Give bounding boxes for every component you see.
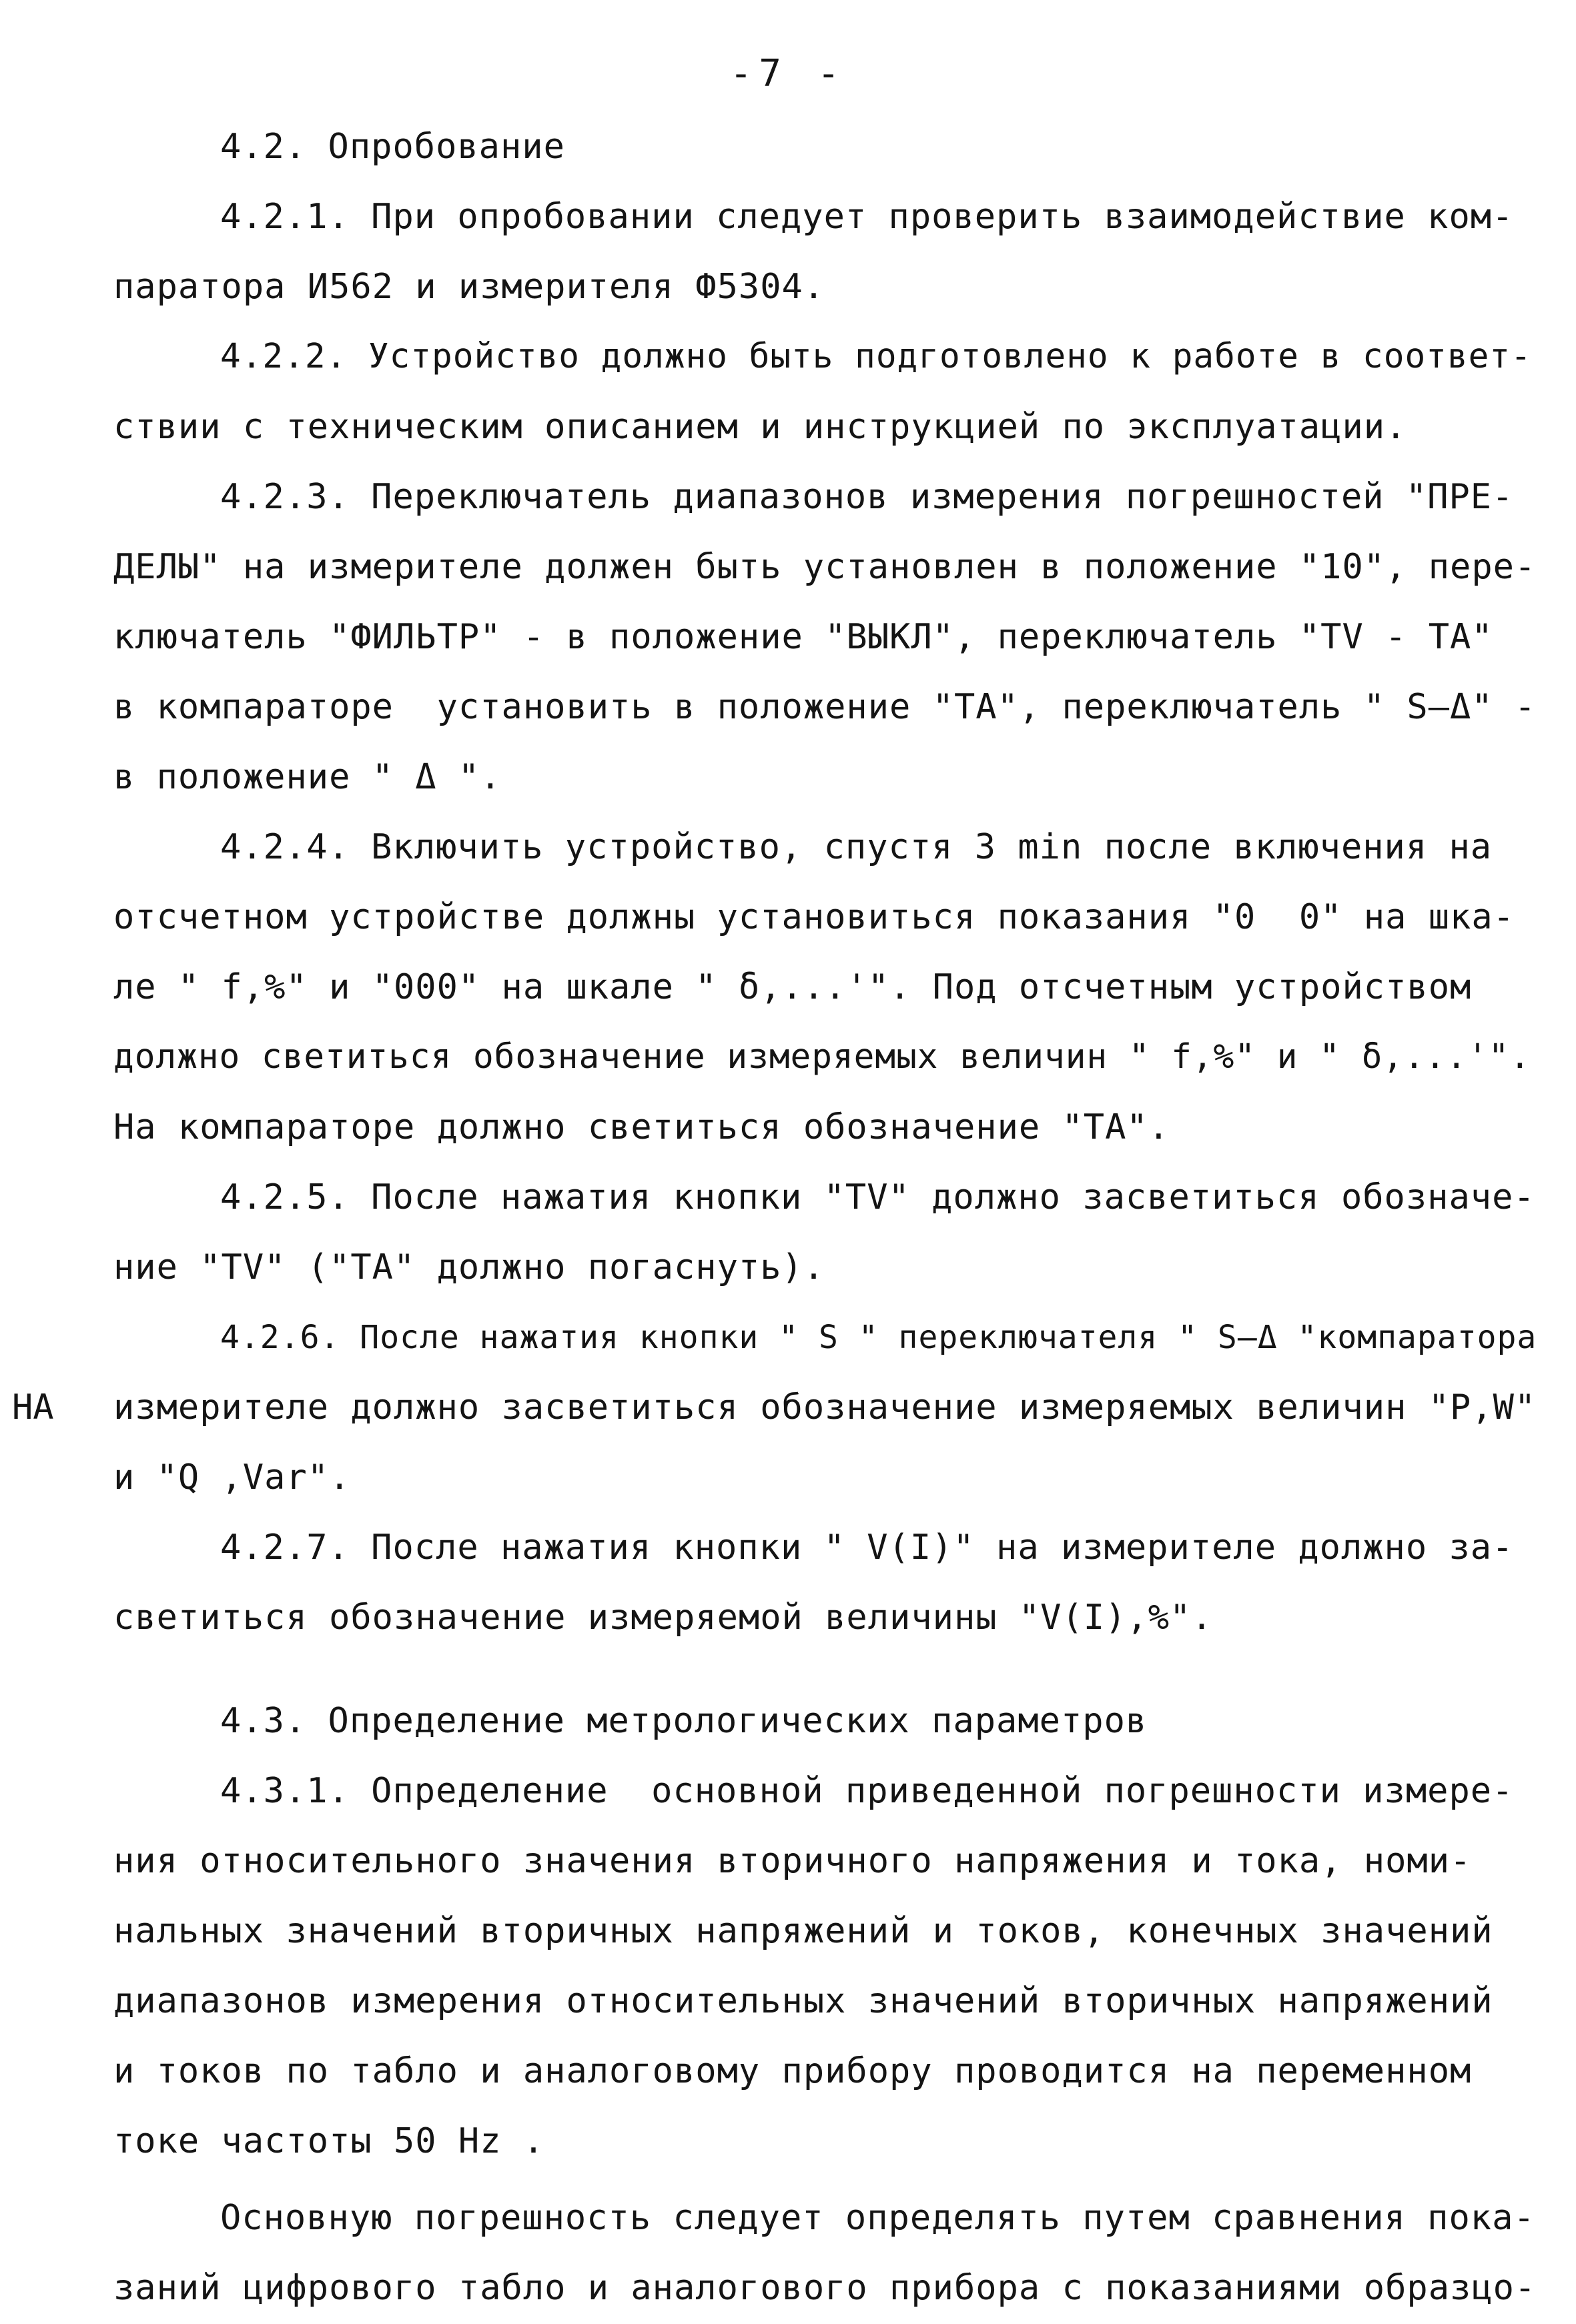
- text-line: ключатель "ФИЛЬТР" - в положение "ВЫКЛ", переключатель "TV - TA": [113, 617, 1493, 657]
- text-line: ствии с техническим описанием и инструкцией по эксплуатации.: [113, 407, 1407, 447]
- text-line: нальных значений вторичных напряжений и токов, конечных значений: [113, 1911, 1493, 1951]
- text-line: заний цифрового табло и аналогового прибора с показаниями образцо-: [113, 2268, 1537, 2308]
- text-line: ДЕЛЫ" на измерителе должен быть установлен в положение "10", пере-: [113, 547, 1537, 587]
- text-line: 4.2.2. Устройство должно быть подготовлено к работе в соответ-: [220, 337, 1532, 376]
- text-line: в положение " Δ ".: [113, 757, 502, 797]
- heading-line: 4.3. Определение метрологических параметров: [220, 1701, 1148, 1741]
- text-line: 4.3.1. Определение основной приведенной погрешности измере-: [220, 1771, 1514, 1811]
- text-line: токе частоты 50 Hz .: [113, 2121, 545, 2161]
- text-line: 4.2.1. При опробовании следует проверить взаимодействие ком-: [220, 197, 1514, 237]
- text-line: и "Q ,Var".: [113, 1458, 351, 1498]
- text-line: Основную погрешность следует определять путем сравнения пока-: [220, 2198, 1535, 2238]
- text-line: должно светиться обозначение измеряемых величин " f,%" и " δ,...'".: [113, 1037, 1531, 1077]
- heading-line: 4.2. Опробование: [220, 127, 565, 167]
- text-line: 4.2.4. Включить устройство, спустя 3 min после включения на: [220, 827, 1493, 867]
- text-line: отсчетном устройстве должны установиться показания "0 0" на шка-: [113, 897, 1515, 937]
- text-line: 4.2.5. После нажатия кнопки "TV" должно засветиться обозначе-: [220, 1177, 1535, 1217]
- margin-note: НА: [12, 1387, 54, 1427]
- text-line: светиться обозначение измеряемой величины "V(I),%".: [113, 1598, 1213, 1638]
- page-number: -7 -: [729, 52, 847, 95]
- text-line: паратора И562 и измерителя Ф5304.: [113, 267, 825, 307]
- text-line: ние "TV" ("TA" должно погаснуть).: [113, 1247, 825, 1287]
- text-line: диапазонов измерения относительных значений вторичных напряжений: [113, 1981, 1493, 2021]
- text-line: и токов по табло и аналоговому прибору проводится на переменном: [113, 2051, 1472, 2091]
- text-line: ле " f,%" и "000" на шкале " δ,...'". Под отсчетным устройством: [113, 967, 1472, 1007]
- text-line: 4.2.6. После нажатия кнопки " S " переключателя " S–Δ "компаратора: [220, 1319, 1537, 1356]
- text-line: 4.2.7. После нажатия кнопки " V(I)" на измерителе должно за-: [220, 1528, 1514, 1568]
- text-line: На компараторе должно светиться обозначение "TA".: [113, 1107, 1170, 1147]
- text-line: в компараторе установить в положение "TA", переключатель " S–Δ" -: [113, 687, 1537, 727]
- text-line: ния относительного значения вторичного напряжения и тока, номи-: [113, 1841, 1472, 1881]
- text-line: измерителе должно засветиться обозначение измеряемых величин "P,W": [113, 1387, 1537, 1427]
- text-line: 4.2.3. Переключатель диапазонов измерения погрешностей "ПРЕ-: [220, 477, 1514, 517]
